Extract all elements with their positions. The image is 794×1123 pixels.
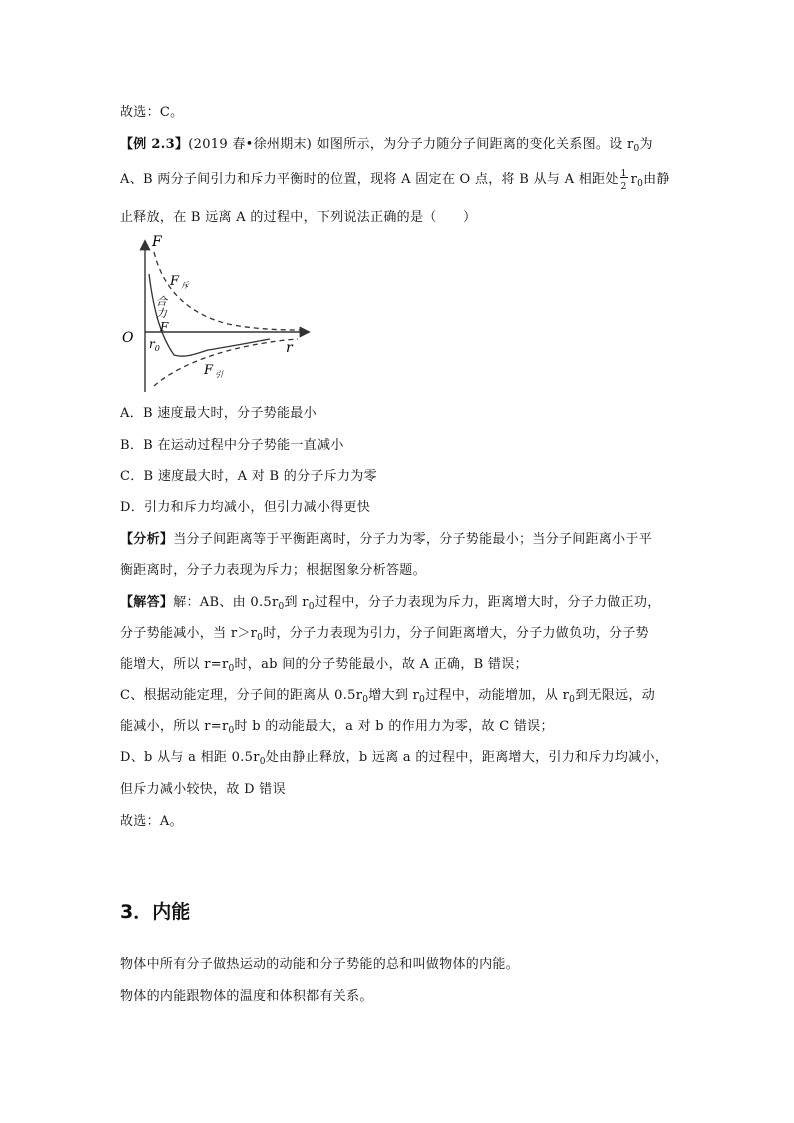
origin-label: O xyxy=(122,330,134,346)
y-axis-label: F xyxy=(152,234,162,250)
example-source: (2019 春•徐州期末) xyxy=(188,137,313,152)
r0-subscript: 0 xyxy=(637,179,644,189)
net-force-label-3: F xyxy=(160,320,169,334)
net-force-curve xyxy=(149,274,270,356)
r0-subscript: 0 xyxy=(308,602,315,612)
r0-subscript: 0 xyxy=(228,664,235,674)
answer-text: 到 r xyxy=(284,595,309,610)
r0-subscript: 0 xyxy=(633,144,640,154)
r0-subscript: 0 xyxy=(228,726,235,736)
example-text-1-tail: 为 xyxy=(639,137,653,152)
analysis-text-1: 当分子间距离等于平衡距离时，分子力为零，分子势能最小；当分子间距离小于平 xyxy=(173,532,653,547)
fraction-numerator: 1 xyxy=(620,169,627,179)
fraction-one-half xyxy=(619,169,631,192)
example-line-2 xyxy=(120,171,670,193)
example-r: r xyxy=(630,172,638,187)
example-line-1 xyxy=(120,136,653,158)
answer-text: D、b 从与 a 相距 0.5r xyxy=(120,750,260,765)
analysis-line-1 xyxy=(120,531,652,549)
attraction-curve xyxy=(154,339,298,386)
answer-text: C、根据动能定理，分子间的距离从 0.5r xyxy=(120,688,363,703)
attraction-label: F $_引$ xyxy=(204,363,224,379)
r0-subscript: 0 xyxy=(259,757,266,767)
x-axis-label: r xyxy=(286,340,293,356)
fraction-denominator: 2 xyxy=(620,182,627,192)
answer-text: 增大到 r xyxy=(368,688,420,703)
analysis-line-2: 衡距离时，分子力表现为斥力；根据图象分析答题。 xyxy=(120,563,426,578)
analysis-tag: 【分析】 xyxy=(120,532,174,547)
option-b: B．B 在运动过程中分子势能一直减小 xyxy=(120,438,344,453)
molecular-force-graph xyxy=(118,234,318,394)
answer-line-6 xyxy=(120,749,668,771)
answer-text: 能减小，所以 r=r xyxy=(120,719,229,734)
option-c: C．B 速度最大时，A 对 B 的分子斥力为零 xyxy=(120,469,377,484)
answer-text: 分子势能减小，当 r＞r xyxy=(120,626,258,641)
answer-text: 能增大，所以 r=r xyxy=(120,657,229,672)
answer-text: 解：AB、由 0.5r xyxy=(173,595,279,610)
net-force-label-1: 合 xyxy=(156,295,167,308)
example-tag: 【例 2.3】 xyxy=(120,137,189,152)
answer-line-7: 但斥力减小较快，故 D 错误 xyxy=(120,782,286,797)
net-force-label-2: 力 xyxy=(156,307,167,320)
option-a: A．B 速度最大时，分子势能最小 xyxy=(120,406,317,421)
answer-text: 时 b 的动能最大，a 对 b 的作用力为零，故 C 错误； xyxy=(234,719,554,734)
option-d: D．引力和斥力均减小，但引力减小得更快 xyxy=(120,500,371,515)
answer-text: 时，分子力表现为引力，分子间距离增大，分子力做负功，分子势 xyxy=(263,626,649,641)
section-text-1: 物体中所有分子做热运动的动能和分子势能的总和叫做物体的内能。 xyxy=(120,957,520,972)
answer-line-1 xyxy=(120,594,661,616)
example-text-1: 如图所示，为分子力随分子间距离的变化关系图。设 r xyxy=(316,137,634,152)
answer-text: 到无限远，动 xyxy=(575,688,655,703)
answer-line-3 xyxy=(120,656,528,678)
answer-tag: 【解答】 xyxy=(120,595,174,610)
r0-subscript: 0 xyxy=(569,695,576,705)
repulsion-label: F $_斥$ xyxy=(170,274,190,290)
r0-subscript: 0 xyxy=(278,602,285,612)
answer-line-8: 故选：A。 xyxy=(120,814,183,829)
previous-answer-line: 故选：C。 xyxy=(120,105,184,120)
answer-text: 过程中，动能增加，从 r xyxy=(425,688,570,703)
answer-line-2 xyxy=(120,625,649,647)
r0-subscript: 0 xyxy=(362,695,369,705)
section-text-2: 物体的内能跟物体的温度和体积都有关系。 xyxy=(120,989,373,1004)
example-text-2: A、B 两分子间引力和斥力平衡时的位置，现将 A 固定在 O 点，将 B 从与 A 相距处 xyxy=(120,172,619,187)
answer-line-5 xyxy=(120,718,554,740)
example-text-2-tail: 由静 xyxy=(643,172,670,187)
section-heading: 3．内能 xyxy=(120,901,191,923)
answer-text: 处由静止释放，b 远离 a 的过程中，距离增大，引力和斥力均减小， xyxy=(265,750,669,765)
r0-subscript: 0 xyxy=(257,633,264,643)
r0-label: $r_0$ xyxy=(149,337,160,353)
answer-text: 过程中，分子力表现为斥力，距离增大时，分子力做正功， xyxy=(314,595,661,610)
answer-text: 时，ab 间的分子势能最小，故 A 正确，B 错误； xyxy=(234,657,528,672)
repulsion-curve xyxy=(154,252,300,330)
example-line-3: 止释放，在 B 远离 A 的过程中，下列说法正确的是（ ） xyxy=(120,210,477,225)
r0-subscript: 0 xyxy=(419,695,426,705)
answer-line-4 xyxy=(120,687,655,709)
